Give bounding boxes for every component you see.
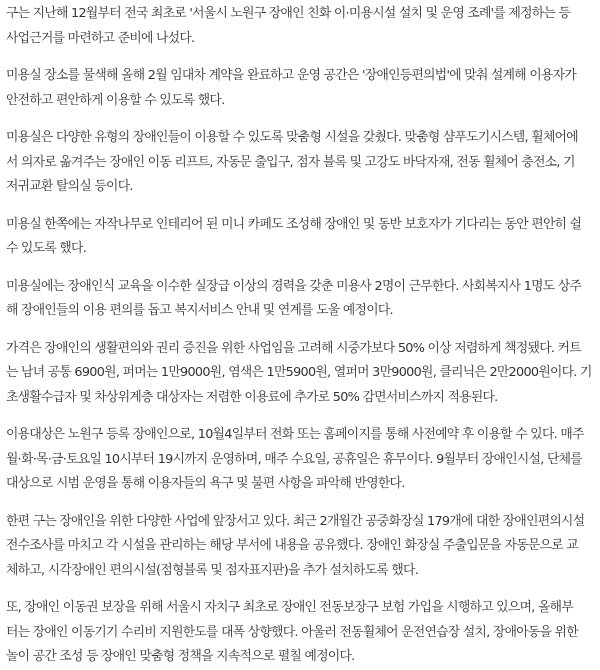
- text-line: 안전하고 편안하게 이용할 수 있도록 했다.: [6, 92, 225, 108]
- text-line: 미용실에는 장애인식 교육을 이수한 실장급 이상의 경력을 갖춘 미용사 2명이 근무한다. 사회복지사 1명도 상주: [6, 278, 582, 294]
- text-line: 가격은 장애인의 생활편의와 권리 증진을 위한 사업임을 고려해 시중가보다 50% 이상 저렴하게 책정됐다. 커트: [6, 340, 581, 356]
- paragraph-staff: [6, 275, 594, 324]
- paragraph-mobility-policy: [6, 596, 594, 670]
- text-line: 전수조사를 마치고 각 시설을 관리하는 해당 부서에 내용을 공유했다. 장애인 화장실 주출입문을 자동문으로 교: [6, 538, 578, 553]
- text-line: 미용실 한쪽에는 자작나무로 인테리어 된 미니 카페도 조성해 장애인 및 동반 보호자가 기다리는 동안 편안히 쉴: [6, 216, 582, 232]
- text-line: 미용실 장소를 물색해 올해 2월 임대차 계약을 완료하고 운영 공간은 '장애인등편의법'에 맞춰 설계해 이용자가: [6, 68, 576, 83]
- paragraph-mini-cafe: [6, 213, 594, 262]
- text-line: 서 의자로 옮겨주는 장애인 이동 리프트, 자동문 출입구, 점자 블록 및 고강도 바닥자재, 전동 휠체어 충전소, 기: [6, 154, 575, 170]
- text-line: 수 있도록 했다.: [6, 241, 87, 256]
- text-line: 미용실은 다양한 유형의 장애인들이 이용할 수 있도록 맞춤형 시설을 갖췄다. 맞춤형 샴푸도기시스템, 휠체어에: [6, 130, 578, 145]
- paragraph-restroom-survey: [6, 510, 594, 584]
- text-line: 해 장애인들의 이용 편의를 돕고 복지서비스 안내 및 연계를 도울 예정이다.: [6, 303, 393, 318]
- paragraph-facilities: [6, 126, 594, 200]
- text-line: 또, 장애인 이동권 보장을 위해 서울시 자치구 최초로 장애인 전동보장구 보험 가입을 시행하고 있으며, 올해부: [6, 600, 574, 615]
- text-line: 는 남녀 공통 6900원, 퍼머는 1만9000원, 염색은 1만5900원, 열퍼머 3만9000원, 클리닉은 2만2000원이다. 기: [6, 365, 592, 380]
- text-line: 이용대상은 노원구 등록 장애인으로, 10월4일부터 전화 또는 홈페이지를 통해 사전예약 후 이용할 수 있다. 매주: [6, 427, 584, 442]
- text-line: 초생활수급자 및 차상위계층 대상자는 저렴한 이용료에 추가로 50% 감면서비스까지 적용된다.: [6, 389, 498, 405]
- text-line: 대상으로 시범 운영을 통해 이용자들의 욕구 및 불편 사항을 파악해 반영한다.: [6, 476, 405, 491]
- text-line: 저귀교환 탈의실 등이다.: [6, 179, 133, 194]
- text-line: 한편 구는 장애인을 위한 다양한 사업에 앞장서고 있다. 최근 2개월간 공중화장실 179개에 대한 장애인편의시설: [6, 513, 585, 529]
- text-line: 터는 장애인 이동기기 수리비 지원한도를 대폭 상향했다. 아울러 전동휠체어 운전연습장 설치, 장애아동을 위한: [6, 624, 578, 640]
- paragraph-eligibility-hours: [6, 423, 594, 497]
- paragraph-space-design: [6, 64, 594, 113]
- paragraph-ordinance: [6, 2, 594, 51]
- text-line: 사업근거를 마련하고 준비에 나섰다.: [6, 30, 195, 46]
- text-line: 구는 지난해 12월부터 전국 최초로 '서울시 노원구 장애인 친화 이·미용시설 설치 및 운영 조례'를 제정하는 등: [6, 6, 571, 21]
- paragraph-pricing: [6, 337, 594, 411]
- text-line: 놀이 공간 조성 등 장애인 맞춤형 정책을 지속적으로 펼칠 예정이다.: [6, 649, 355, 664]
- text-line: 체하고, 시각장애인 편의시설(점형블록 및 점자표지판)을 추가 설치하도록 했다.: [6, 562, 419, 578]
- text-line: 월·화·목·금·토요일 10시부터 19시까지 운영하며, 매주 수요일, 공휴일은 휴무이다. 9월부터 장애인시설, 단체를: [6, 451, 582, 467]
